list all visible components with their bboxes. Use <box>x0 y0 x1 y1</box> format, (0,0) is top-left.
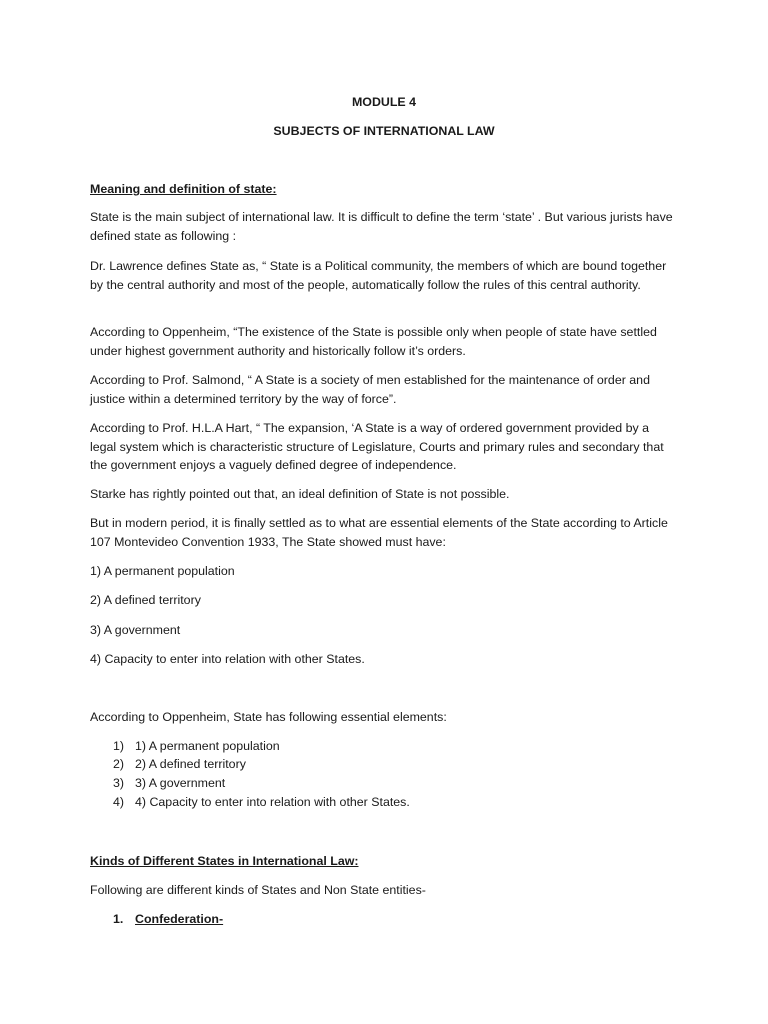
montevideo-item: 4) Capacity to enter into relation with other States. <box>90 652 365 666</box>
paragraph-oppenheim: According to Oppenheim, “The existence of the State is possible only when people of state have settled under highest government authority and historically follow it’s orders. <box>90 325 657 358</box>
list-item-number: 3) <box>113 776 125 790</box>
list-item-text: 3) A government <box>135 776 226 790</box>
list-item <box>113 737 673 756</box>
montevideo-item: 1) A permanent population <box>90 564 235 578</box>
paragraph-lawrence: Dr. Lawrence defines State as, “ State is a Political community, the members of which are bound together by the central authority and most of the people, automatically follow the rules of this central authority. <box>90 259 667 292</box>
paragraph-oppenheim-elements: According to Oppenheim, State has following essential elements: <box>90 710 447 724</box>
list-item-number: 1. <box>113 912 124 926</box>
list-item-text: 2) A defined territory <box>135 757 246 771</box>
section-heading-kinds: Kinds of Different States in International Law: <box>90 854 359 868</box>
list-item-text: Confederation- <box>135 912 224 926</box>
paragraph-intro: State is the main subject of international law. It is difficult to define the term ‘state’ . But various jurists have defined state as following : <box>90 210 673 243</box>
list-item-text: 1) A permanent population <box>135 739 280 753</box>
list-item <box>113 910 673 929</box>
module-title: MODULE 4 <box>351 95 417 109</box>
montevideo-item: 2) A defined territory <box>90 593 201 607</box>
paragraph-starke: Starke has rightly pointed out that, an ideal definition of State is not possible. <box>90 487 510 501</box>
list-item <box>113 793 673 812</box>
list-item-number: 1) <box>113 739 125 753</box>
list-item <box>113 755 673 774</box>
paragraph-salmond: According to Prof. Salmond, “ A State is a society of men established for the maintenance of order and justice within a determined territory by the way of force”. <box>90 373 650 406</box>
subject-title: SUBJECTS OF INTERNATIONAL LAW <box>273 124 495 138</box>
list-item-text: 4) Capacity to enter into relation with other States. <box>135 795 410 809</box>
section-heading-meaning: Meaning and definition of state: <box>90 182 277 196</box>
paragraph-hart: According to Prof. H.L.A Hart, “ The expansion, ‘A State is a way of ordered government provided by a legal system which is characteristic structure of Legislature, Courts and primary rules and secondary that the government enjoys a vaguely defined degree of independence. <box>90 421 664 473</box>
list-item-number: 2) <box>113 757 125 771</box>
montevideo-item: 3) A government <box>90 623 181 637</box>
paragraph-montevideo: But in modern period, it is finally settled as to what are essential elements of the State according to Article 107 Montevideo Convention 1933, The State showed must have: <box>90 516 668 549</box>
list-item-number: 4) <box>113 795 125 809</box>
paragraph-kinds-intro: Following are different kinds of States and Non State entities- <box>90 883 426 897</box>
list-item <box>113 774 673 793</box>
